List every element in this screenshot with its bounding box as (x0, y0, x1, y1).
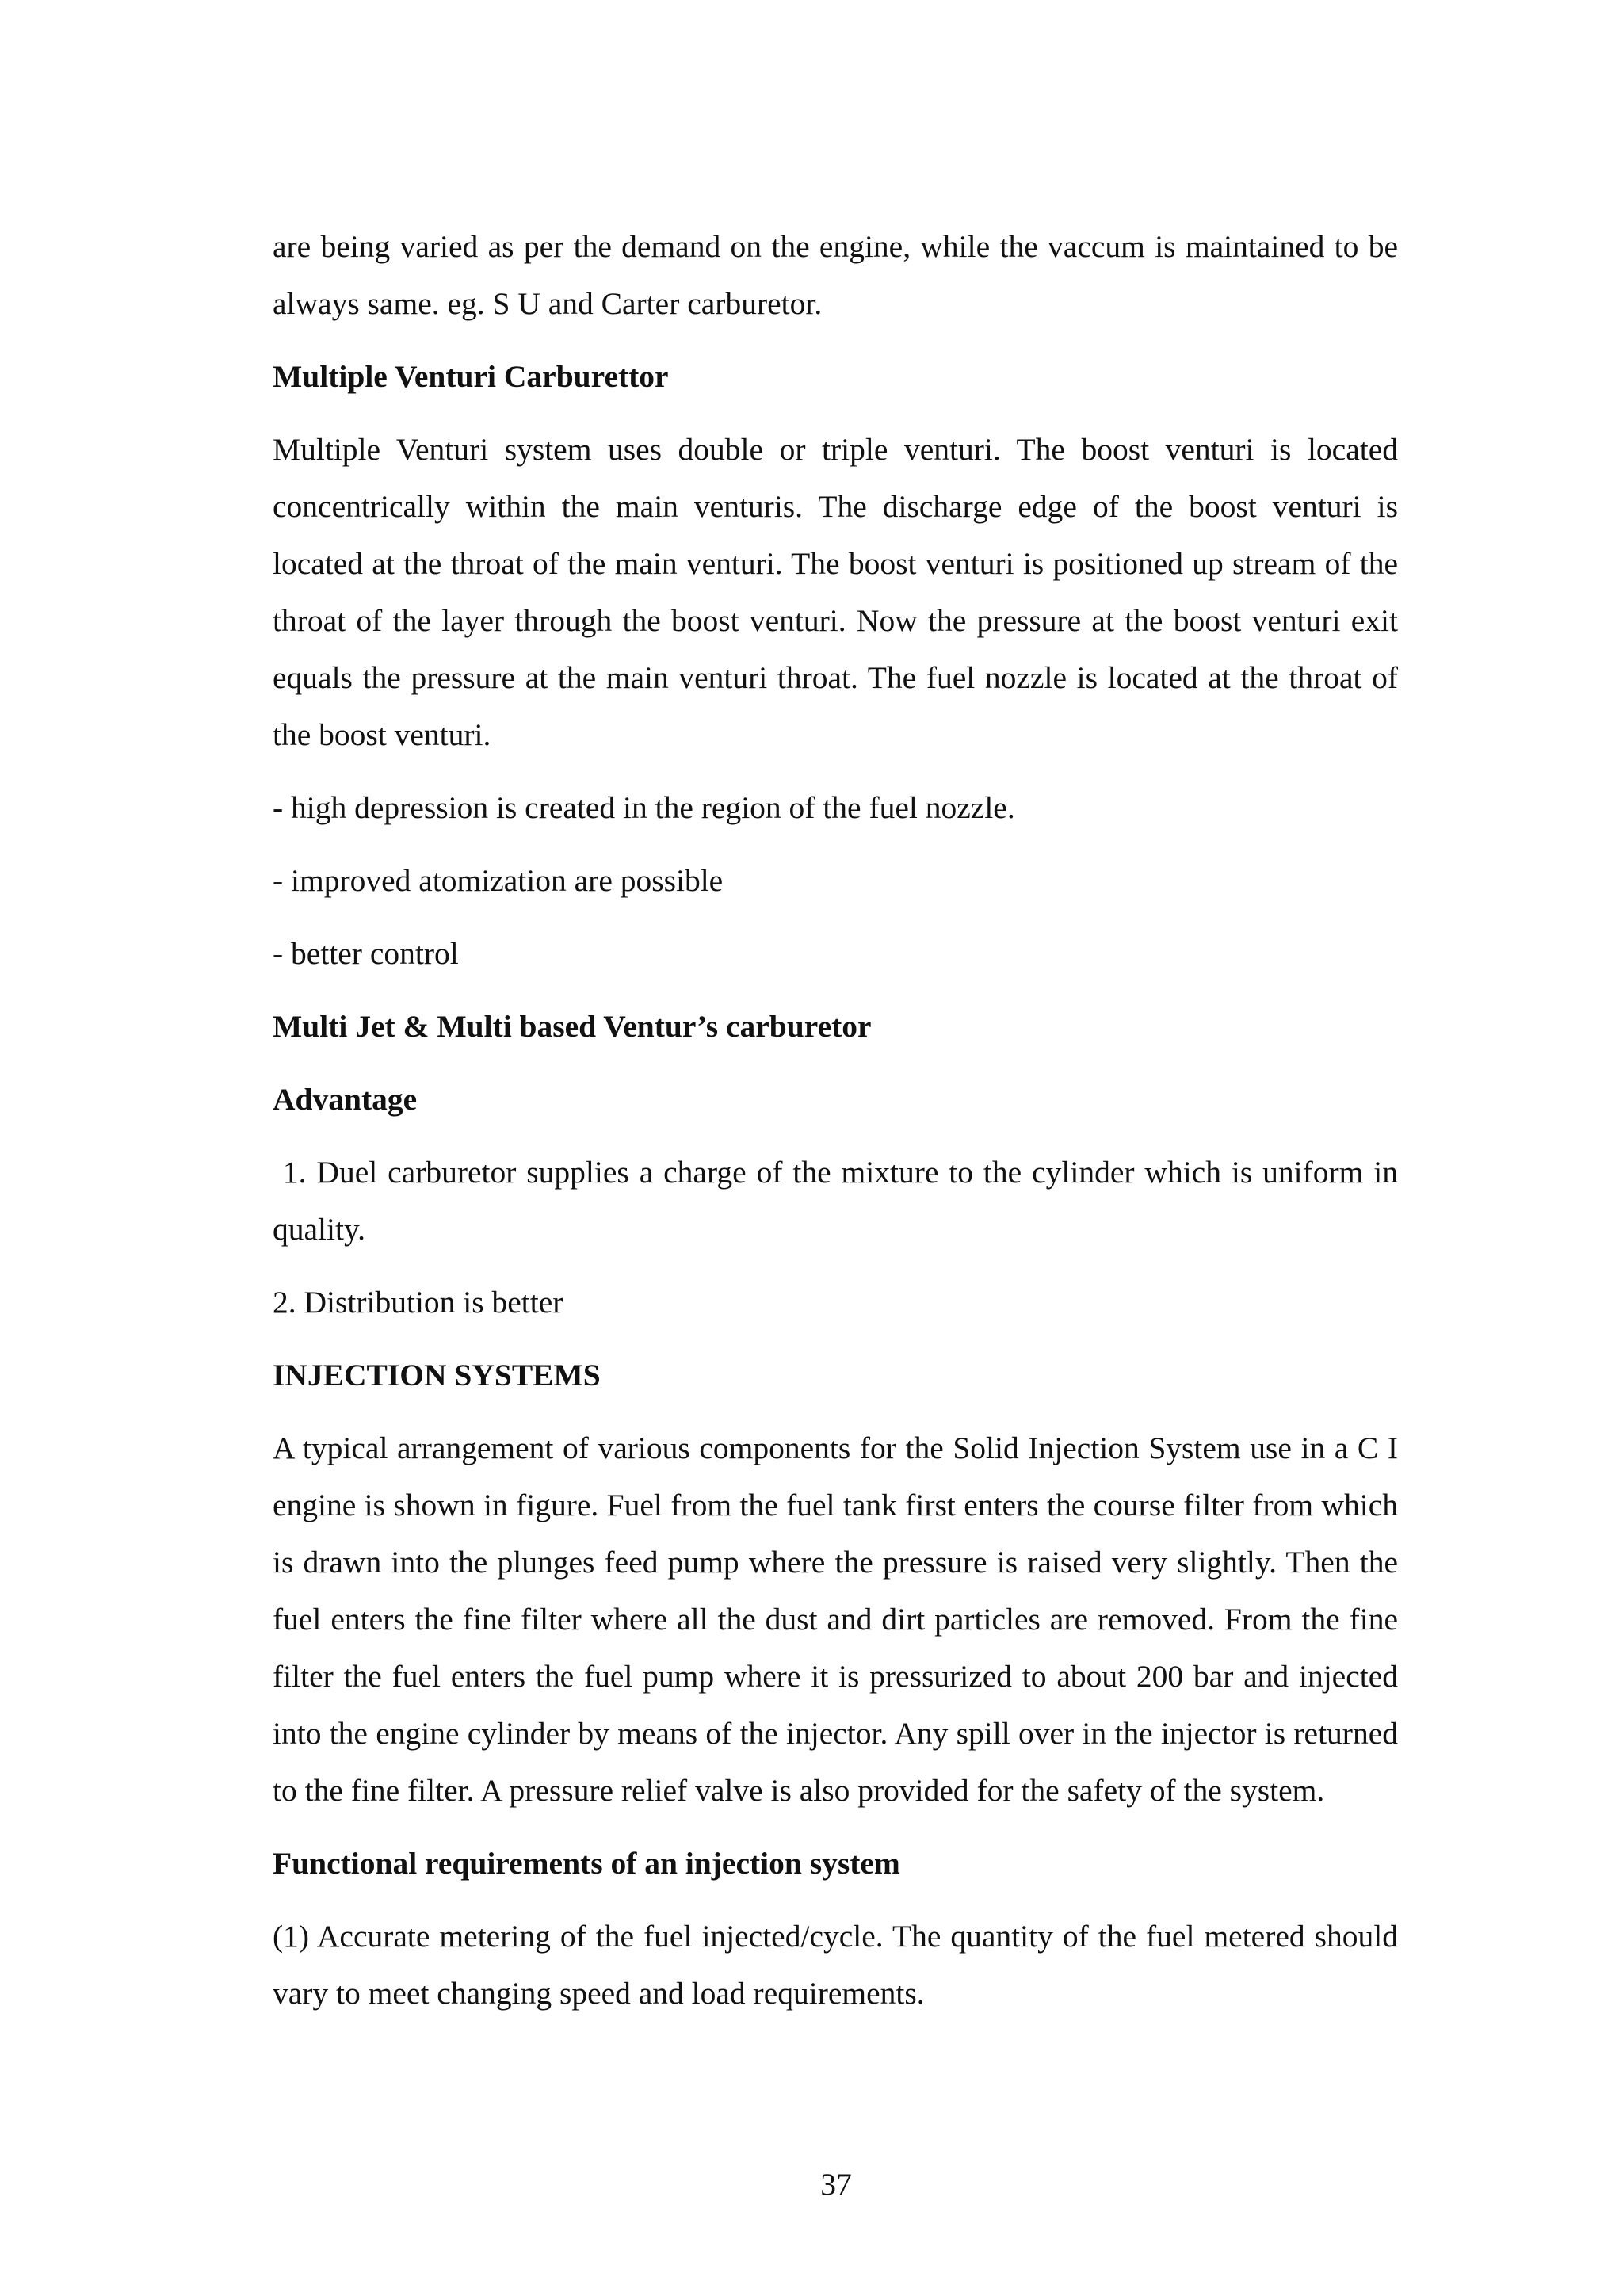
advantage-item: 2. Distribution is better (273, 1285, 563, 1320)
page-number: 37 (820, 2167, 852, 2202)
heading-functional-requirements: Functional requirements of an injection system (273, 1846, 900, 1881)
bullet-item: - high depression is created in the region of the fuel nozzle. (273, 790, 1015, 825)
intro-paragraph: are being varied as per the demand on the engine, while the vaccum is maintained to be always same. eg. S U and Carter carburetor. (273, 229, 1398, 321)
advantage-item: 1. Duel carburetor supplies a charge of the mixture to the cylinder which is uniform in quality. (273, 1155, 1406, 1247)
heading-multiple-venturi: Multiple Venturi Carburettor (273, 359, 669, 394)
heading-advantage: Advantage (273, 1082, 418, 1117)
paragraph-injection-systems: A typical arrangement of various components for the Solid Injection System use in a C I engine is shown in figure. Fuel from the fuel tank first enters the course filter from which is drawn into the plunges feed pump where the pressure is raised very slightly. Then the fuel enters the fine filter where all the dust and dirt particles are removed. From the fine filter the fuel enters the fuel pump where it is pressurized to about 200 bar and injected into the engine cylinder by means of the injector. Any spill over in the injector is returned to the fine filter. A pressure relief valve is also provided for the safety of the system. (273, 1431, 1398, 1808)
bullet-item: - better control (273, 936, 459, 971)
heading-injection-systems: INJECTION SYSTEMS (273, 1358, 601, 1392)
heading-multi-jet: Multi Jet & Multi based Ventur’s carburetor (273, 1009, 872, 1044)
paragraph-functional-requirement-1: (1) Accurate metering of the fuel injected/cycle. The quantity of the fuel metered should vary to meet changing speed and load requirements. (273, 1919, 1398, 2011)
page-content (273, 218, 1406, 2022)
bullet-item: - improved atomization are possible (273, 863, 724, 898)
paragraph-multiple-venturi: Multiple Venturi system uses double or triple venturi. The boost venturi is located concentrically within the main venturis. The discharge edge of the boost venturi is located at the throat of the main venturi. The boost venturi is positioned up stream of the throat of the layer through the boost venturi. Now the pressure at the boost venturi exit equals the pressure at the main venturi throat. The fuel nozzle is located at the throat of the boost venturi. (273, 432, 1398, 752)
